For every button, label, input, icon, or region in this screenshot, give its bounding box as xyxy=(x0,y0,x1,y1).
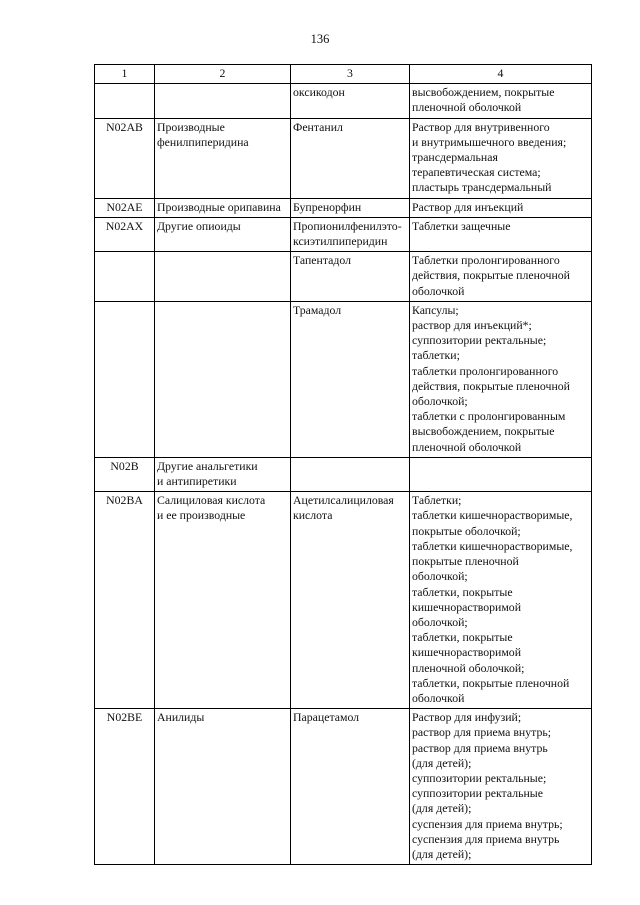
drug-name-line: Тапентадол xyxy=(293,253,352,268)
dosage-forms-line: оболочкой; xyxy=(412,614,468,629)
drug-name-line: кислота xyxy=(293,508,333,523)
atc-code-cell: N02AX xyxy=(95,217,155,251)
dosage-forms-line: пленочной оболочкой; xyxy=(412,660,525,675)
table-row xyxy=(95,198,592,217)
dosage-forms-line: таблетки пролонгированного xyxy=(412,363,559,378)
group-name-cell xyxy=(155,457,291,491)
table-row xyxy=(95,709,592,865)
group-name-cell xyxy=(155,84,291,118)
group-name-line: Салициловая кислота xyxy=(157,493,266,508)
page-number: 136 xyxy=(310,32,330,46)
dosage-forms-line: раствор для приема внутрь xyxy=(412,740,548,755)
atc-code-cell xyxy=(95,301,155,457)
group-name-cell xyxy=(155,118,291,198)
drug-name-line: Фентанил xyxy=(293,119,343,134)
dosage-forms-cell xyxy=(410,217,592,251)
dosage-forms-line: кишечнорастворимой xyxy=(412,599,522,614)
table-row xyxy=(95,217,592,251)
drug-name-line: Трамадол xyxy=(293,302,342,317)
group-name-line: и ее производные xyxy=(157,508,246,523)
dosage-forms-line: таблетки; xyxy=(412,348,460,363)
table-row xyxy=(95,118,592,198)
dosage-forms-line: действия, покрытые пленочной xyxy=(412,268,570,283)
dosage-forms-line: суппозитории ректальные; xyxy=(412,770,547,785)
drug-name-line: ксиэтилпиперидин xyxy=(293,234,388,249)
dosage-forms-cell xyxy=(410,492,592,709)
dosage-forms-line: трансдермальная xyxy=(412,150,498,165)
dosage-forms-line: (для детей); xyxy=(412,801,472,816)
drug-name-cell xyxy=(291,198,410,217)
dosage-forms-line: покрытые пленочной xyxy=(412,554,519,569)
dosage-forms-line: суппозитории ректальные xyxy=(412,786,543,801)
column-header-2: 2 xyxy=(155,65,291,84)
atc-code-cell xyxy=(95,252,155,302)
drug-name-cell xyxy=(291,84,410,118)
table-row xyxy=(95,84,592,118)
atc-code-cell: N02BE xyxy=(95,709,155,865)
dosage-forms-line: таблетки кишечнорастворимые, xyxy=(412,538,573,553)
table-header-row xyxy=(95,65,592,84)
dosage-forms-line: таблетки кишечнорастворимые, xyxy=(412,508,573,523)
dosage-forms-line: оболочкой; xyxy=(412,569,468,584)
dosage-forms-line: (для детей); xyxy=(412,755,472,770)
drug-name-cell xyxy=(291,301,410,457)
dosage-forms-line: действия, покрытые пленочной xyxy=(412,378,570,393)
drug-classification-table xyxy=(94,64,592,865)
dosage-forms-line: высвобождением, покрытые xyxy=(412,85,555,100)
table-row xyxy=(95,492,592,709)
dosage-forms-line: раствор для инъекций*; xyxy=(412,318,532,333)
atc-code-cell xyxy=(95,84,155,118)
dosage-forms-cell xyxy=(410,84,592,118)
group-name-cell xyxy=(155,252,291,302)
atc-code-cell: N02B xyxy=(95,457,155,491)
dosage-forms-line: таблетки, покрытые xyxy=(412,630,513,645)
dosage-forms-cell xyxy=(410,252,592,302)
group-name-line: Анилиды xyxy=(157,710,205,725)
drug-name-cell xyxy=(291,457,410,491)
dosage-forms-line: и внутримышечного введения; xyxy=(412,134,567,149)
group-name-line: фенилпиперидина xyxy=(157,134,249,149)
table-row xyxy=(95,301,592,457)
dosage-forms-line: Раствор для внутривенного xyxy=(412,119,550,134)
group-name-line: и антипиретики xyxy=(157,474,237,489)
table-row xyxy=(95,252,592,302)
drug-name-cell xyxy=(291,252,410,302)
dosage-forms-line: Капсулы; xyxy=(412,302,459,317)
dosage-forms-line: Раствор для инфузий; xyxy=(412,710,522,725)
dosage-forms-line: суппозитории ректальные; xyxy=(412,333,547,348)
column-header-1: 1 xyxy=(95,65,155,84)
dosage-forms-line: таблетки, покрытые xyxy=(412,584,513,599)
dosage-forms-cell xyxy=(410,709,592,865)
dosage-forms-line: покрытые оболочкой; xyxy=(412,523,521,538)
dosage-forms-line: суспензия для приема внутрь xyxy=(412,831,560,846)
group-name-line: Производные xyxy=(157,119,225,134)
dosage-forms-line: суспензия для приема внутрь; xyxy=(412,816,563,831)
drug-name-line: оксикодон xyxy=(293,85,345,100)
dosage-forms-line: оболочкой xyxy=(412,283,465,298)
dosage-forms-line: таблетки, покрытые пленочной xyxy=(412,675,570,690)
group-name-cell xyxy=(155,492,291,709)
column-header-4: 4 xyxy=(410,65,592,84)
dosage-forms-line: раствор для приема внутрь; xyxy=(412,725,551,740)
dosage-forms-cell xyxy=(410,198,592,217)
group-name-cell xyxy=(155,301,291,457)
dosage-forms-line: таблетки с пролонгированным xyxy=(412,409,566,424)
drug-name-line: Парацетамол xyxy=(293,710,360,725)
column-header-3: 3 xyxy=(291,65,410,84)
dosage-forms-line: (для детей); xyxy=(412,846,472,861)
atc-code-cell: N02AB xyxy=(95,118,155,198)
drug-name-cell xyxy=(291,217,410,251)
atc-code-cell: N02BA xyxy=(95,492,155,709)
drug-name-cell xyxy=(291,118,410,198)
group-name-line: Производные орипавина xyxy=(157,199,281,214)
dosage-forms-cell xyxy=(410,118,592,198)
dosage-forms-line: пленочной оболочкой xyxy=(412,100,522,115)
dosage-forms-line: высвобождением, покрытые xyxy=(412,424,555,439)
group-name-cell xyxy=(155,198,291,217)
group-name-line: Другие анальгетики xyxy=(157,458,258,473)
atc-code-cell: N02AE xyxy=(95,198,155,217)
group-name-line: Другие опиоиды xyxy=(157,218,241,233)
group-name-cell xyxy=(155,217,291,251)
dosage-forms-line: терапевтическая система; xyxy=(412,165,541,180)
dosage-forms-line: Раствор для инъекций xyxy=(412,199,524,214)
dosage-forms-line: пленочной оболочкой xyxy=(412,439,522,454)
dosage-forms-line: Таблетки пролонгированного xyxy=(412,253,560,268)
drug-name-line: Ацетилсалициловая xyxy=(293,493,394,508)
dosage-forms-line: оболочкой xyxy=(412,690,465,705)
dosage-forms-line: Таблетки; xyxy=(412,493,462,508)
dosage-forms-line: кишечнорастворимой xyxy=(412,645,522,660)
table-row xyxy=(95,457,592,491)
group-name-cell xyxy=(155,709,291,865)
dosage-forms-line: оболочкой; xyxy=(412,394,468,409)
drug-name-line: Бупренорфин xyxy=(293,199,362,214)
dosage-forms-line: пластырь трансдермальный xyxy=(412,180,552,195)
drug-name-cell xyxy=(291,492,410,709)
drug-name-cell xyxy=(291,709,410,865)
drug-name-line: Пропионилфенилэто- xyxy=(293,218,402,233)
dosage-forms-cell xyxy=(410,301,592,457)
dosage-forms-line: Таблетки защечные xyxy=(412,218,511,233)
dosage-forms-cell xyxy=(410,457,592,491)
